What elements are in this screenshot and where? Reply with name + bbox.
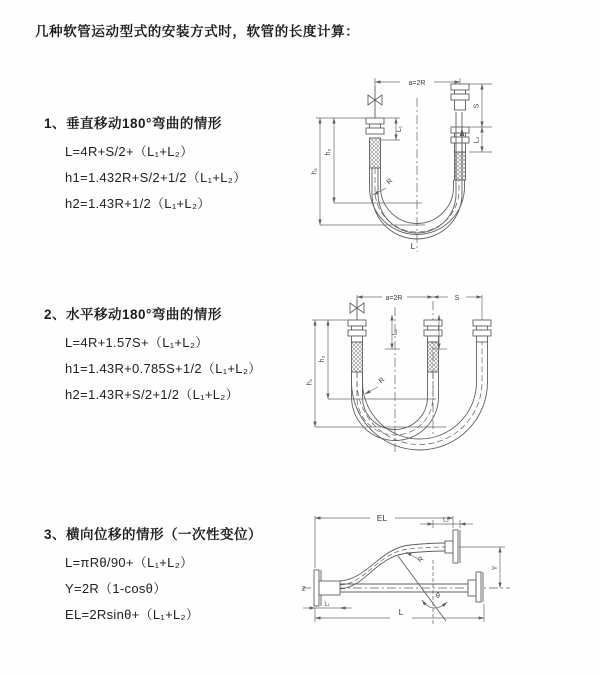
hose-displaced-curve: [340, 543, 445, 589]
dim-label-h1: h₁: [306, 378, 314, 386]
dim-label-a2r: a=2R: [385, 294, 403, 302]
dim-label-l1: L₁: [391, 328, 399, 336]
page-title: 几种软管运动型式的安装方式时，软管的长度计算：: [35, 24, 360, 39]
dim-label-l1: L₁: [324, 601, 330, 608]
section-3-heading: 3、横向位移的情形（一次性变位）: [44, 527, 263, 542]
right-lower-flange: [468, 572, 483, 602]
angle-arc: [422, 600, 447, 608]
hose-drawing: [302, 530, 510, 624]
dim-label-l2: L₂: [473, 136, 481, 144]
left-fitting: [366, 118, 384, 134]
section-horizontal-180-bend: [44, 303, 261, 408]
right-lower-fitting: [451, 127, 469, 152]
dim-label-s: S: [454, 294, 460, 302]
diagram-labels: [302, 513, 499, 617]
hose-drawing: [348, 299, 491, 455]
section-vertical-180-bend: [44, 112, 246, 217]
formula-h2: h2=1.43R+S/2+1/2（L₁+L₂）: [65, 387, 239, 402]
formula-h2: h2=1.43R+1/2（L₁+L₂）: [65, 196, 211, 211]
braided-hose-section: [352, 342, 363, 372]
dim-label-r: R: [377, 376, 387, 386]
formula-h1: h1=1.432R+S/2+1/2（L₁+L₂）: [65, 170, 247, 185]
dim-label-el: EL: [376, 512, 388, 523]
section-lateral-displacement: [44, 523, 262, 628]
dimensions: [303, 516, 505, 622]
right-upper-flange: [445, 530, 460, 563]
dim-label-l2: L₂: [443, 517, 449, 524]
dim-label-l: L: [410, 241, 416, 251]
diagram-lateral-displacement: [300, 508, 570, 643]
diagram-horizontal-180-bend: [308, 287, 548, 462]
braided-hose-section: [370, 138, 381, 168]
dim-label-h1: h₁: [311, 167, 319, 175]
left-fitting: [348, 320, 366, 342]
dim-label-theta: θ: [436, 593, 440, 600]
formula-h1: h1=1.43R+0.785S+1/2（L₁+L₂）: [65, 361, 262, 376]
radius-line: [398, 556, 446, 621]
braided-hose-section: [428, 342, 439, 372]
dim-label-y: Y: [492, 565, 499, 571]
centerline-mark-z: Z: [302, 587, 306, 593]
dim-label-a2r: a=2R: [408, 79, 426, 87]
dim-label-s: S: [473, 103, 481, 109]
diagram-vertical-180-bend: [312, 72, 542, 257]
section-1-heading: 1、垂直移动180°弯曲的情形: [44, 116, 222, 131]
formula-L: L=4R+S/2+（L₁+L₂）: [65, 144, 194, 159]
formula-Y: Y=2R（1-cosθ）: [65, 581, 167, 596]
formula-L: L=4R+1.57S+（L₁+L₂）: [65, 335, 209, 350]
hose-curves: [352, 342, 488, 450]
formula-EL: EL=2Rsinθ+（L₁+L₂）: [65, 607, 200, 622]
formula-L: L=πRθ/90+（L₁+L₂）: [65, 555, 194, 570]
dim-label-r: R: [385, 177, 395, 187]
right-displaced-fitting: [473, 320, 491, 342]
dim-label-l: L: [398, 607, 404, 617]
dim-label-h2: h₂: [325, 148, 332, 156]
dim-label-l1: L₁: [396, 125, 403, 133]
dim-label-r: R: [416, 555, 426, 565]
dim-label-h2: h₂: [319, 355, 326, 363]
dimensions: [312, 295, 482, 427]
right-upper-fitting: [451, 84, 469, 110]
hose-drawing: [366, 84, 469, 252]
section-2-heading: 2、水平移动180°弯曲的情形: [44, 307, 222, 322]
